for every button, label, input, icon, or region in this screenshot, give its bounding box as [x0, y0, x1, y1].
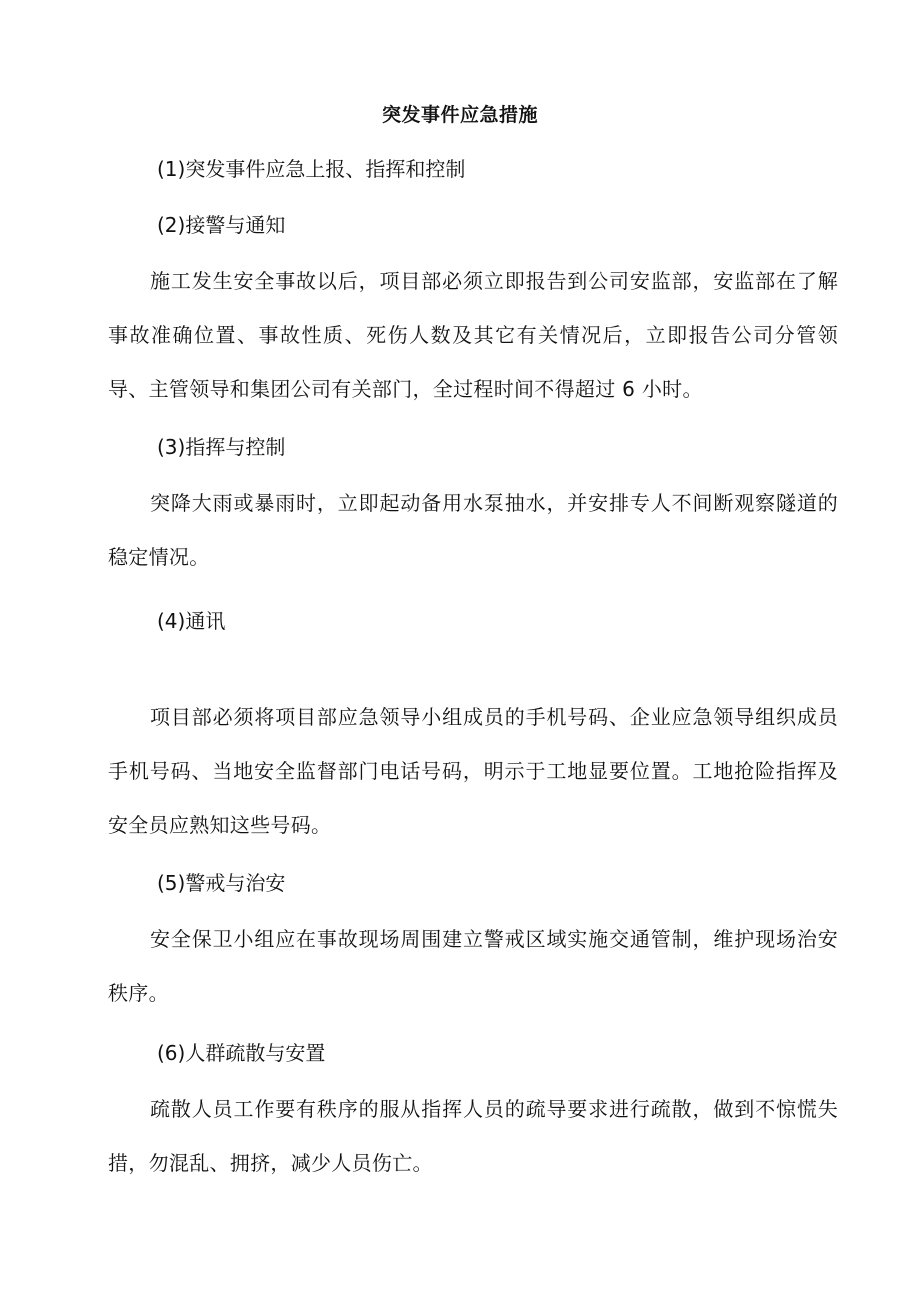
section-body-6: 疏散人员工作要有秩序的服从指挥人员的疏导要求进行疏散，做到不惊慌失措，勿混乱、拥挤，减少人员伤亡。 [108, 1097, 838, 1175]
section-body-4: 项目部必须将项目部应急领导小组成员的手机号码、企业应急领导组织成员手机号码、当地安全监督部门电话号码，明示于工地显要位置。工地抢险指挥及安全员应熟知这些号码。 [108, 705, 838, 837]
section-heading-2: (2)接警与通知 [157, 213, 286, 237]
section-body-3: 突降大雨或暴雨时，立即起动备用水泵抽水，并安排专人不间断观察隧道的稳定情况。 [108, 491, 838, 569]
section-body-5: 安全保卫小组应在事故现场周围建立警戒区域实施交通管制，维护现场治安秩序。 [108, 927, 838, 1005]
section-heading-5: (5)警戒与治安 [157, 871, 286, 895]
document-title: 突发事件应急措施 [381, 104, 538, 126]
section-heading-4: (4)通讯 [157, 609, 226, 633]
section-heading-6: (6)人群疏散与安置 [157, 1041, 326, 1065]
section-body-2: 施工发生安全事故以后，项目部必须立即报告到公司安监部，安监部在了解事故准确位置、事故性质、死伤人数及其它有关情况后，立即报告公司分管领导、主管领导和集团公司有关部门，全过程时间不得超过 6 小时。 [108, 269, 838, 401]
section-heading-3: (3)指挥与控制 [157, 435, 286, 459]
section-heading-1: (1)突发事件应急上报、指挥和控制 [157, 157, 466, 181]
